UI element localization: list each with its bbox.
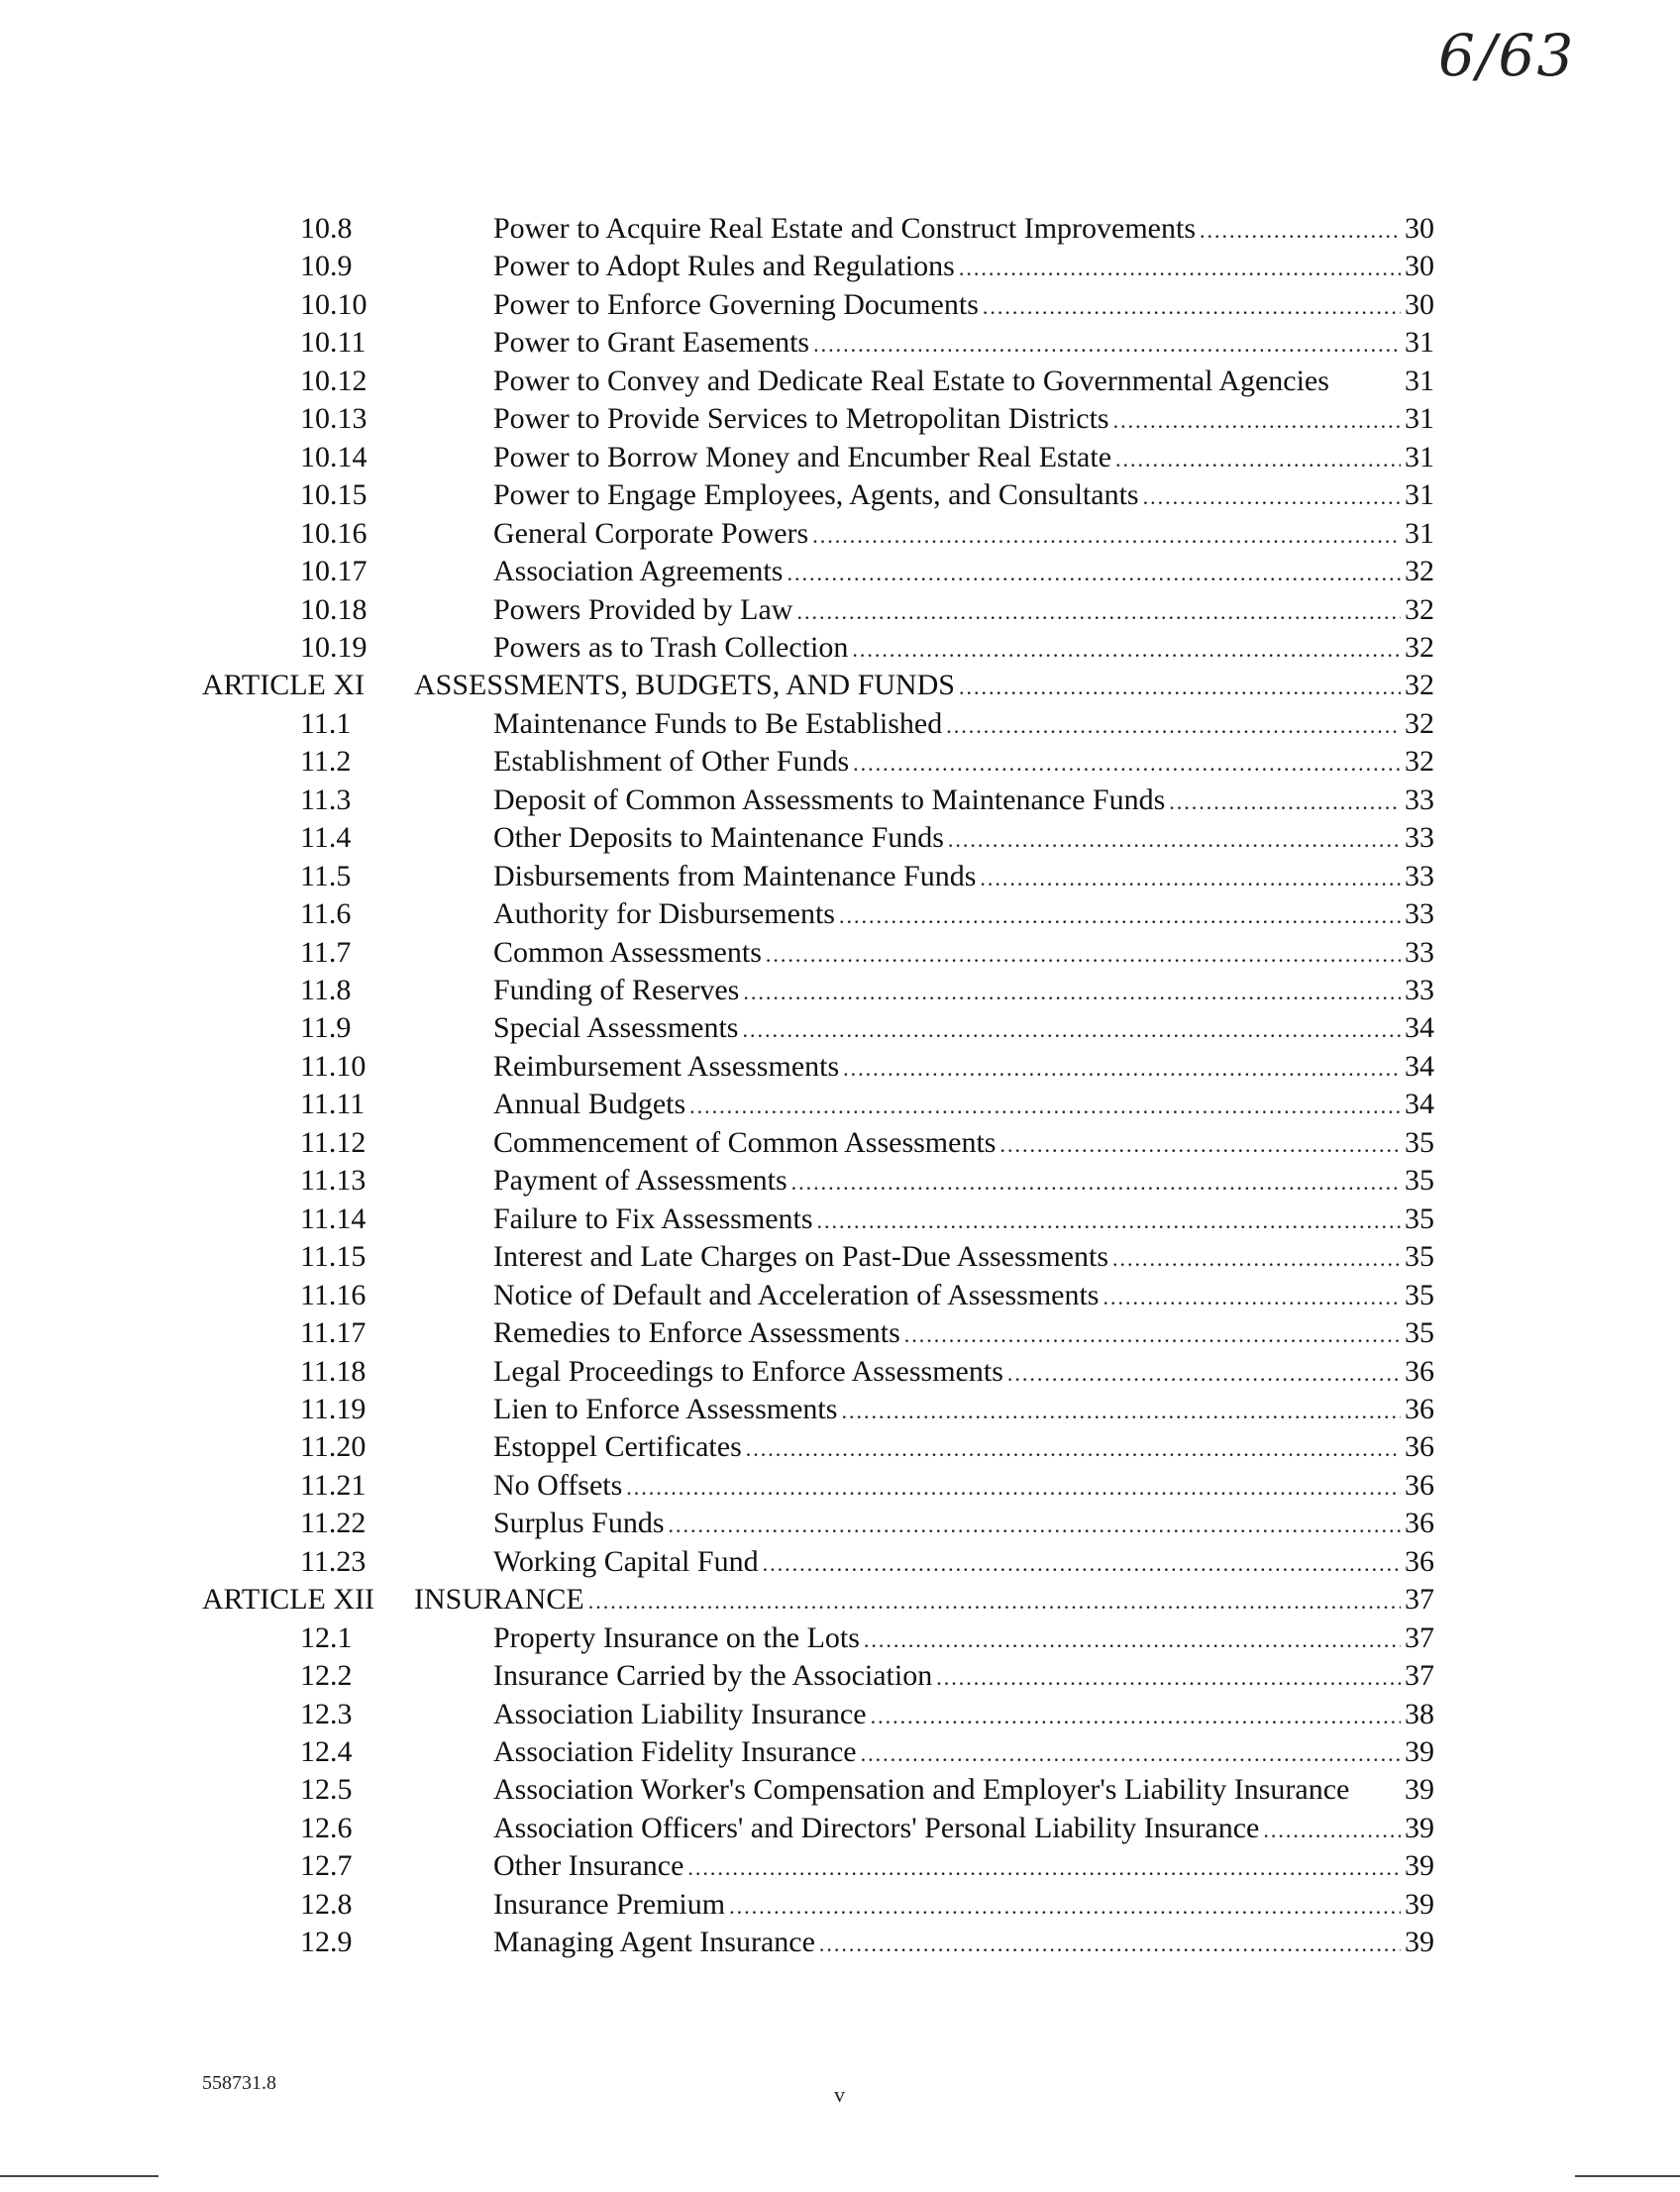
toc-entry-title: Power to Adopt Rules and Regulations	[493, 250, 955, 283]
dot-leader	[746, 1430, 1401, 1468]
toc-entry-line	[493, 1162, 1434, 1201]
toc-entry-number: 10.12	[300, 364, 368, 397]
toc-entry-page: 36	[1405, 1468, 1434, 1502]
toc-entry	[0, 591, 1680, 629]
toc-entry-line	[493, 1657, 1434, 1697]
handwritten-page-note: 6/63	[1438, 22, 1576, 89]
toc-entry-title: Maintenance Funds to Be Established	[493, 706, 943, 740]
dot-leader	[1007, 1355, 1401, 1393]
toc-entry	[0, 1924, 1680, 1961]
toc-entry-page: 35	[1405, 1240, 1434, 1274]
toc-entry-number: 11.2	[300, 745, 352, 779]
toc-entry-page: 31	[1405, 516, 1434, 550]
toc-entry-title: Power to Engage Employees, Agents, and Consultants	[493, 478, 1139, 512]
toc-entry-page: 39	[1405, 1926, 1434, 1959]
toc-entry	[0, 1314, 1680, 1352]
toc-entry-line	[493, 895, 1434, 935]
toc-entry-line	[493, 1771, 1434, 1809]
toc-entry	[0, 819, 1680, 857]
toc-entry-page: 39	[1405, 1887, 1434, 1921]
dot-leader	[936, 1659, 1401, 1697]
toc-entry-title: Surplus Funds	[493, 1507, 665, 1540]
dot-leader	[669, 1507, 1401, 1544]
toc-entry	[0, 1048, 1680, 1086]
toc-entry	[0, 743, 1680, 781]
toc-entry-line	[493, 819, 1434, 859]
dot-leader	[852, 631, 1401, 669]
toc-entry	[0, 1162, 1680, 1200]
toc-entry-line	[493, 515, 1434, 555]
toc-entry-line	[493, 1086, 1434, 1125]
toc-entry-page: 33	[1405, 859, 1434, 892]
toc-entry-page: 36	[1405, 1507, 1434, 1540]
toc-entry	[0, 782, 1680, 819]
toc-entry-line	[493, 1277, 1434, 1316]
toc-entry	[0, 629, 1680, 667]
toc-entry-title: Insurance Premium	[493, 1887, 726, 1921]
dot-leader	[1115, 441, 1401, 478]
toc-entry-line	[414, 667, 1434, 706]
toc-entry-page: 36	[1405, 1392, 1434, 1425]
toc-entry-number: 11.1	[300, 706, 352, 740]
toc-entry	[0, 1428, 1680, 1466]
dot-leader	[853, 745, 1401, 783]
toc-entry-line	[493, 1505, 1434, 1544]
toc-entry-number: 10.8	[300, 212, 353, 245]
toc-entry	[0, 1124, 1680, 1162]
dot-leader	[864, 1621, 1401, 1659]
dot-leader	[796, 593, 1401, 631]
toc-entry-page: 33	[1405, 783, 1434, 816]
toc-entry-line	[493, 1619, 1434, 1659]
toc-entry-title: Notice of Default and Acceleration of Assessments	[493, 1278, 1100, 1311]
toc-entry-title: Common Assessments	[493, 935, 762, 969]
dot-leader	[1200, 212, 1401, 250]
toc-entry-line	[493, 1009, 1434, 1049]
toc-entry-line	[493, 553, 1434, 592]
toc-entry	[0, 439, 1680, 476]
toc-entry-number: 10.11	[300, 326, 367, 360]
toc-entry-line	[493, 1733, 1434, 1773]
toc-entry-title: Association Officers' and Directors' Personal Liability Insurance	[493, 1811, 1260, 1844]
toc-entry-page: 31	[1405, 478, 1434, 512]
dot-leader	[812, 517, 1401, 555]
toc-entry-number: 10.14	[300, 440, 368, 473]
dot-leader	[791, 1164, 1401, 1201]
dot-leader	[839, 897, 1401, 935]
dot-leader	[1143, 478, 1401, 516]
toc-entry-line	[493, 248, 1434, 287]
toc-entry-title: Property Insurance on the Lots	[493, 1620, 860, 1654]
toc-entry-line	[493, 858, 1434, 897]
toc-entry-line	[493, 782, 1434, 821]
dot-leader	[1263, 1812, 1401, 1849]
toc-entry	[0, 248, 1680, 285]
scan-artifact-line	[1575, 2175, 1680, 2177]
toc-entry-line	[493, 1847, 1434, 1887]
toc-entry-number: 10.15	[300, 478, 368, 512]
toc-entry-line	[493, 743, 1434, 783]
toc-entry-title: Lien to Enforce Assessments	[493, 1392, 838, 1425]
toc-entry	[0, 553, 1680, 590]
toc-entry	[0, 895, 1680, 933]
dot-leader	[766, 936, 1401, 974]
toc-entry-number: 11.12	[300, 1125, 367, 1159]
toc-entry	[0, 1238, 1680, 1276]
toc-entry-line	[493, 1353, 1434, 1393]
toc-entry-page: 31	[1405, 440, 1434, 473]
toc-entry-title: Interest and Late Charges on Past-Due Assessments	[493, 1240, 1108, 1274]
toc-entry	[0, 1771, 1680, 1809]
dot-leader	[999, 1126, 1401, 1164]
toc-entry-number: 10.18	[300, 592, 368, 626]
toc-entry-title: INSURANCE	[414, 1583, 584, 1617]
toc-entry-title: Funding of Reserves	[493, 974, 740, 1006]
toc-entry-page: 39	[1405, 1735, 1434, 1768]
page-number-footer: v	[834, 2082, 845, 2107]
toc-entry-number: 11.5	[300, 859, 352, 892]
toc-entry-number: 12.4	[300, 1735, 353, 1768]
toc-entry-line	[493, 1696, 1434, 1735]
toc-entry-number: 11.22	[300, 1507, 367, 1540]
toc-entry	[0, 1086, 1680, 1123]
toc-entry-line	[493, 476, 1434, 516]
toc-entry-line	[493, 439, 1434, 478]
toc-entry-title: Establishment of Other Funds	[493, 745, 850, 779]
toc-entry-page: 34	[1405, 1049, 1434, 1083]
toc-entry	[0, 476, 1680, 514]
toc-entry-page: 33	[1405, 821, 1434, 855]
toc-entry-line	[493, 972, 1434, 1011]
toc-entry-title: No Offsets	[493, 1468, 623, 1502]
toc-entry-number: 10.13	[300, 402, 368, 436]
toc-entry	[0, 1009, 1680, 1047]
toc-entry-page: 33	[1405, 935, 1434, 969]
toc-entry-page: 35	[1405, 1316, 1434, 1350]
toc-entry	[0, 400, 1680, 438]
toc-entry-title: Estoppel Certificates	[493, 1430, 742, 1464]
toc-entry	[0, 972, 1680, 1009]
toc-entry-page: 35	[1405, 1201, 1434, 1235]
toc-entry-line	[414, 1581, 1434, 1620]
dot-leader	[841, 1393, 1401, 1430]
toc-entry-page: 39	[1405, 1773, 1434, 1807]
dot-leader	[980, 860, 1401, 897]
toc-entry-number: 11.18	[300, 1354, 367, 1388]
toc-entry-number: 11.14	[300, 1201, 367, 1235]
toc-entry-line	[493, 1543, 1434, 1583]
toc-entry-number: 11.8	[300, 974, 352, 1006]
toc-entry-page: 33	[1405, 974, 1434, 1006]
toc-entry-line	[493, 705, 1434, 745]
toc-entry-title: Deposit of Common Assessments to Maintenance Funds	[493, 783, 1166, 816]
toc-entry	[0, 1391, 1680, 1428]
toc-entry-number: ARTICLE XI	[202, 669, 366, 702]
toc-entry-title: Power to Acquire Real Estate and Construct Improvements	[493, 212, 1196, 245]
dot-leader	[689, 1088, 1401, 1125]
dot-leader	[817, 1202, 1401, 1240]
dot-leader	[743, 974, 1401, 1011]
toc-entry-page: 35	[1405, 1164, 1434, 1198]
toc-entry	[0, 1505, 1680, 1542]
toc-entry-number: 11.4	[300, 821, 352, 855]
toc-entry	[0, 210, 1680, 248]
toc-entry-page: 35	[1405, 1125, 1434, 1159]
dot-leader	[729, 1888, 1401, 1926]
toc-entry-title: Failure to Fix Assessments	[493, 1201, 813, 1235]
dot-leader	[959, 669, 1401, 706]
document-id: 558731.8	[202, 2072, 276, 2094]
toc-entry-line	[493, 1124, 1434, 1164]
toc-entry-page: 33	[1405, 897, 1434, 931]
toc-entry-page: 30	[1405, 212, 1434, 245]
scan-artifact-line	[0, 2175, 158, 2177]
toc-entry-line	[493, 363, 1434, 400]
toc-entry-title: Power to Provide Services to Metropolitan Districts	[493, 402, 1109, 436]
toc-entry-page: 36	[1405, 1430, 1434, 1464]
toc-entry-line	[493, 286, 1434, 326]
toc-entry-line	[493, 629, 1434, 669]
toc-entry	[0, 1619, 1680, 1657]
toc-entry-title: Association Worker's Compensation and Employer's Liability Insurance	[493, 1773, 1350, 1807]
toc-entry-title: Payment of Assessments	[493, 1164, 788, 1198]
toc-entry-page: 30	[1405, 250, 1434, 283]
toc-entry-number: 11.17	[300, 1316, 367, 1350]
toc-entry-number: 12.3	[300, 1697, 353, 1730]
toc-entry-title: Powers as to Trash Collection	[493, 630, 849, 664]
toc-entry-line	[493, 1238, 1434, 1278]
dot-leader	[1102, 1279, 1401, 1316]
toc-entry-page: 34	[1405, 1011, 1434, 1045]
toc-entry-title: Power to Enforce Governing Documents	[493, 287, 979, 321]
toc-entry	[0, 1886, 1680, 1924]
toc-entry-title: Powers Provided by Law	[493, 592, 793, 626]
toc-entry-title: Reimbursement Assessments	[493, 1049, 840, 1083]
toc-entry-line	[493, 1314, 1434, 1354]
toc-entry-page: 36	[1405, 1354, 1434, 1388]
dot-leader	[626, 1469, 1401, 1507]
toc-entry-number: 11.3	[300, 783, 352, 816]
toc-entry	[0, 1200, 1680, 1238]
toc-entry-number: ARTICLE XII	[202, 1583, 374, 1617]
toc-entry-title: Disbursements from Maintenance Funds	[493, 859, 977, 892]
toc-entry	[0, 1847, 1680, 1885]
toc-entry-page: 34	[1405, 1088, 1434, 1121]
dot-leader	[861, 1735, 1401, 1773]
toc-entry-title: Power to Borrow Money and Encumber Real Estate	[493, 440, 1112, 473]
toc-entry-number: 11.16	[300, 1278, 367, 1311]
toc-entry-page: 31	[1405, 364, 1434, 397]
toc-entry-page: 32	[1405, 555, 1434, 588]
toc-entry	[0, 1657, 1680, 1695]
toc-entry-line	[493, 1391, 1434, 1430]
toc-entry	[0, 515, 1680, 553]
toc-entry-number: 10.17	[300, 555, 368, 588]
toc-entry-title: ASSESSMENTS, BUDGETS, AND FUNDS	[414, 669, 955, 702]
toc-entry-title: Working Capital Fund	[493, 1544, 759, 1578]
dot-leader	[687, 1849, 1401, 1887]
toc-entry-page: 37	[1405, 1620, 1434, 1654]
toc-entry-number: 11.13	[300, 1164, 367, 1198]
toc-entry-line	[493, 400, 1434, 440]
toc-article-heading	[0, 667, 1680, 704]
dot-leader	[948, 821, 1401, 859]
toc-entry-line	[493, 1467, 1434, 1507]
toc-entry-line	[493, 1810, 1434, 1849]
toc-entry-number: 11.20	[300, 1430, 367, 1464]
toc-entry-number: 11.10	[300, 1049, 367, 1083]
toc-entry-line	[493, 1200, 1434, 1240]
toc-entry	[0, 934, 1680, 972]
toc-entry	[0, 286, 1680, 324]
toc-entry-line	[493, 591, 1434, 631]
toc-entry-title: Annual Budgets	[493, 1088, 686, 1121]
toc-entry-page: 35	[1405, 1278, 1434, 1311]
toc-entry	[0, 1733, 1680, 1771]
dot-leader	[871, 1698, 1401, 1735]
toc-entry-page: 32	[1405, 592, 1434, 626]
toc-entry-title: General Corporate Powers	[493, 516, 809, 550]
toc-entry-number: 12.1	[300, 1620, 353, 1654]
dot-leader	[787, 555, 1401, 592]
toc-entry	[0, 1543, 1680, 1581]
toc-article-heading	[0, 1581, 1680, 1618]
toc-entry-page: 31	[1405, 402, 1434, 436]
toc-entry	[0, 858, 1680, 895]
toc-entry	[0, 363, 1680, 400]
toc-entry-number: 10.9	[300, 250, 353, 283]
toc-entry-page: 37	[1405, 1583, 1434, 1617]
toc-entry-page: 31	[1405, 326, 1434, 360]
toc-entry-number: 11.7	[300, 935, 352, 969]
toc-entry-number: 11.21	[300, 1468, 367, 1502]
toc-entry-number: 11.9	[300, 1011, 352, 1045]
toc-entry-page: 30	[1405, 287, 1434, 321]
toc-entry-page: 32	[1405, 630, 1434, 664]
toc-entry-number: 11.15	[300, 1240, 367, 1274]
toc-entry-line	[493, 1428, 1434, 1468]
toc-entry-line	[493, 1924, 1434, 1963]
toc-entry	[0, 1696, 1680, 1733]
toc-entry-number: 12.7	[300, 1849, 353, 1883]
toc-entry	[0, 324, 1680, 362]
toc-entry-title: Association Fidelity Insurance	[493, 1735, 857, 1768]
toc-entry-title: Legal Proceedings to Enforce Assessments	[493, 1354, 1003, 1388]
toc-entry	[0, 1353, 1680, 1391]
toc-entry-line	[493, 1886, 1434, 1926]
dot-leader	[959, 250, 1401, 287]
toc-entry-line	[493, 1048, 1434, 1088]
toc-entry-title: Other Deposits to Maintenance Funds	[493, 821, 944, 855]
toc-entry-number: 10.19	[300, 630, 368, 664]
dot-leader	[904, 1316, 1401, 1354]
toc-entry-number: 11.11	[300, 1088, 366, 1121]
dot-leader	[1113, 402, 1401, 440]
toc-entry	[0, 705, 1680, 743]
toc-entry-title: Remedies to Enforce Assessments	[493, 1316, 900, 1350]
toc-entry-number: 11.6	[300, 897, 352, 931]
toc-entry-number: 12.2	[300, 1659, 353, 1693]
dot-leader	[763, 1545, 1401, 1583]
toc-entry-number: 12.5	[300, 1773, 353, 1807]
toc-entry-number: 11.23	[300, 1544, 367, 1578]
toc-entry-number: 10.16	[300, 516, 368, 550]
dot-leader	[983, 288, 1401, 326]
toc-entry-title: Managing Agent Insurance	[493, 1926, 815, 1959]
toc-entry-title: Association Agreements	[493, 555, 784, 588]
dot-leader	[1169, 783, 1401, 821]
toc-entry-line	[493, 210, 1434, 250]
dot-leader	[946, 707, 1401, 745]
toc-entry-number: 12.6	[300, 1811, 353, 1844]
toc-entry-number: 10.10	[300, 287, 368, 321]
toc-entry-title: Association Liability Insurance	[493, 1697, 867, 1730]
toc-entry-title: Other Insurance	[493, 1849, 684, 1883]
toc-entry-page: 39	[1405, 1811, 1434, 1844]
dot-leader	[1112, 1240, 1401, 1278]
dot-leader	[813, 326, 1401, 364]
toc-entry-number: 11.19	[300, 1392, 367, 1425]
toc-entry-line	[493, 934, 1434, 974]
toc-entry-title: Insurance Carried by the Association	[493, 1659, 933, 1693]
dot-leader	[588, 1583, 1401, 1620]
toc-entry-title: Commencement of Common Assessments	[493, 1125, 997, 1159]
toc-entry-page: 32	[1405, 706, 1434, 740]
toc-entry-number: 12.8	[300, 1887, 353, 1921]
toc-entry-page: 39	[1405, 1849, 1434, 1883]
toc-entry-page: 38	[1405, 1697, 1434, 1730]
dot-leader	[843, 1050, 1401, 1088]
toc-entry-page: 32	[1405, 745, 1434, 779]
toc-entry-title: Authority for Disbursements	[493, 897, 835, 931]
toc-entry-page: 36	[1405, 1544, 1434, 1578]
toc-entry-page: 37	[1405, 1659, 1434, 1693]
toc-entry-page: 32	[1405, 669, 1434, 702]
toc-entry-title: Power to Grant Easements	[493, 326, 810, 360]
dot-leader	[819, 1926, 1401, 1963]
toc-entry	[0, 1810, 1680, 1847]
dot-leader	[743, 1011, 1402, 1049]
toc-entry	[0, 1277, 1680, 1314]
toc-entry-number: 12.9	[300, 1926, 353, 1959]
toc-entry-title: Special Assessments	[493, 1011, 739, 1045]
toc-entry-title: Power to Convey and Dedicate Real Estate to Governmental Agencies	[493, 364, 1329, 397]
toc-entry-line	[493, 324, 1434, 364]
toc-entry	[0, 1467, 1680, 1505]
